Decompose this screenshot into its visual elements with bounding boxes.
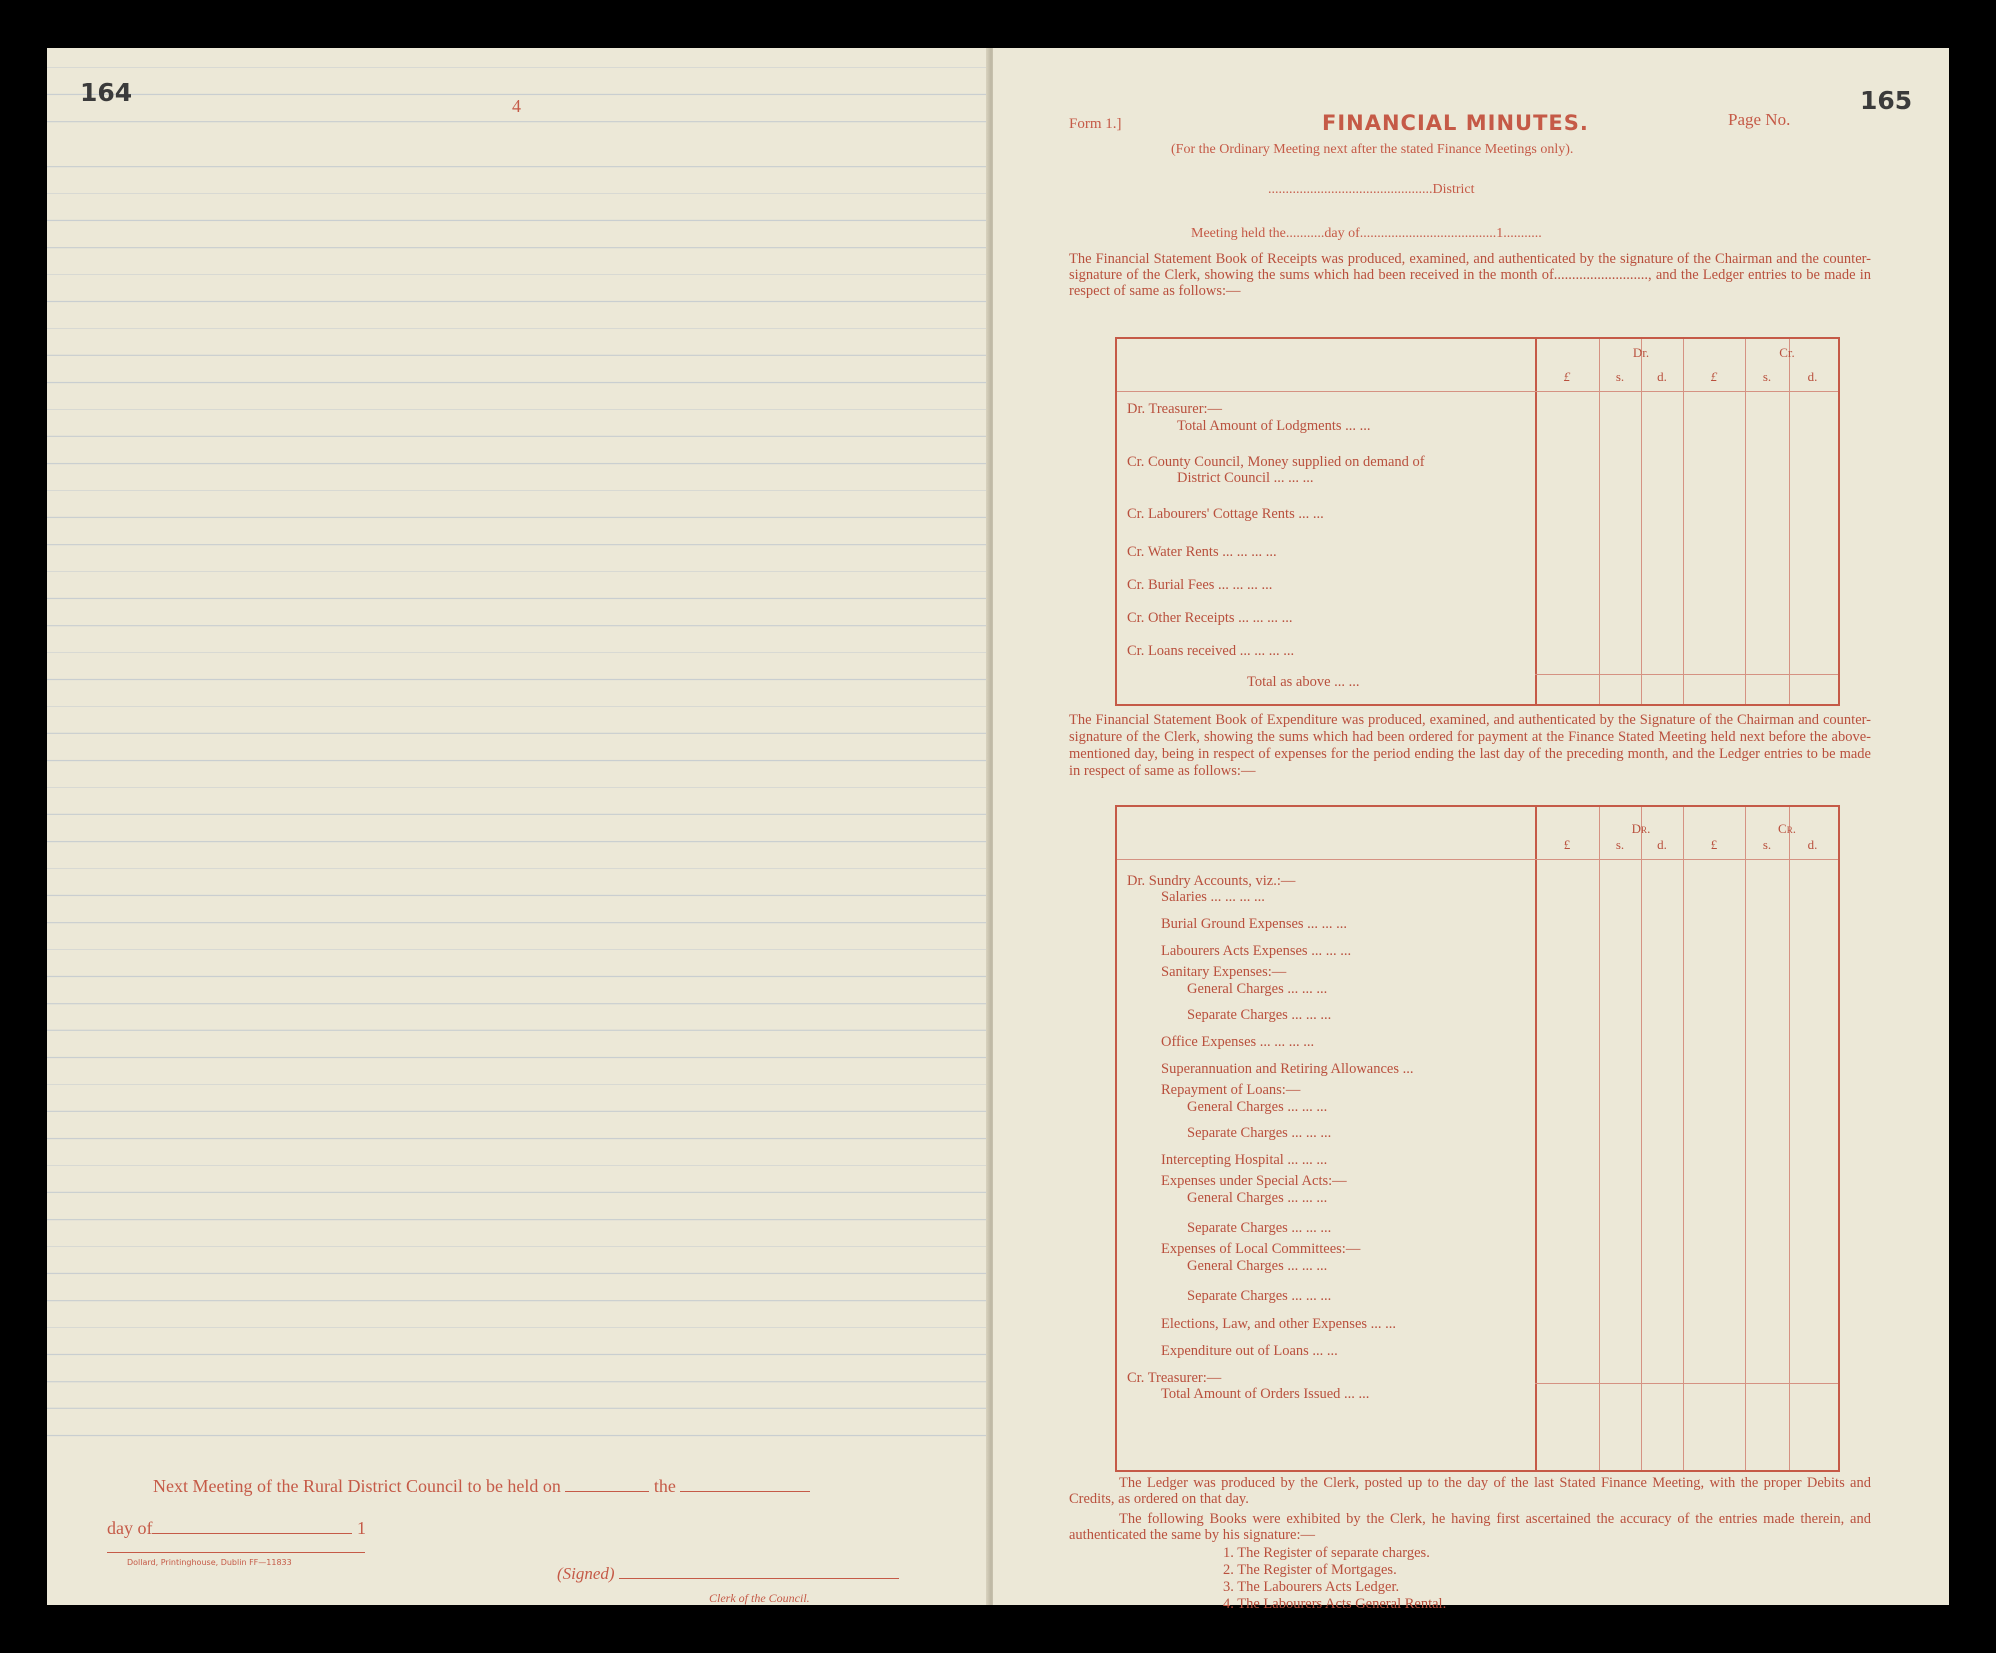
pound-header: £ (1710, 369, 1718, 384)
printer-imprint: Dollard, Printinghouse, Dublin FF—11833 (127, 1558, 292, 1567)
expense-row-label: Sanitary Expenses:— (1161, 964, 1287, 980)
header-rule (1117, 859, 1838, 860)
receipt-row-label: Cr. County Council, Money supplied on demand of (1127, 454, 1425, 470)
col-divider (1641, 339, 1642, 704)
col-divider (1641, 807, 1642, 1470)
book-list-item: 3. The Labourers Acts Ledger. (1223, 1579, 1400, 1595)
shilling-header: s. (1762, 369, 1772, 384)
page-number: 165 (1860, 86, 1913, 115)
expense-row-label: Separate Charges ... ... ... (1187, 1220, 1332, 1236)
header-rule (1117, 391, 1838, 392)
form-label: Form 1.] (1069, 116, 1122, 132)
book-list-item: 4. The Labourers Acts General Rental. (1223, 1596, 1447, 1612)
clerk-label: Clerk of the Council. (709, 1591, 810, 1605)
expense-row-label: Intercepting Hospital ... ... ... (1161, 1152, 1328, 1168)
footer-block (47, 1438, 990, 1605)
pound-header: £ (1563, 837, 1571, 852)
page-number: 164 (80, 78, 133, 107)
expense-row-label: Separate Charges ... ... ... (1187, 1007, 1332, 1023)
subtitle: (For the Ordinary Meeting next after the stated Finance Meetings only). (1171, 142, 1574, 157)
signature-field (619, 1564, 899, 1579)
col-divider (1683, 339, 1684, 704)
total-rule (1535, 1383, 1838, 1384)
pence-header: d. (1657, 837, 1667, 852)
expense-row-label: Burial Ground Expenses ... ... ... (1161, 916, 1348, 932)
dr-header: Dr. (1631, 821, 1651, 836)
expense-row-label: General Charges ... ... ... (1187, 1190, 1328, 1206)
receipt-row-label: Cr. Burial Fees ... ... ... ... (1127, 577, 1273, 593)
year-text: 1 (356, 1518, 366, 1538)
dr-header: Dr. (1632, 345, 1650, 360)
expense-row-label: Cr. Treasurer:— (1127, 1370, 1222, 1386)
expense-row-label: Total Amount of Orders Issued ... ... (1161, 1386, 1370, 1402)
day-of-line (107, 1518, 366, 1539)
books-paragraph (1069, 1511, 1871, 1543)
books-text: The following Books were exhibited by the Clerk, he having first ascertained the accuracy of the entries made therein, and authenticated the same by his signature:— (1069, 1511, 1871, 1543)
expense-row-label: Office Expenses ... ... ... ... (1161, 1034, 1315, 1050)
expense-row-label: General Charges ... ... ... (1187, 1258, 1328, 1274)
ledger-paragraph (1069, 1475, 1871, 1507)
ledger-text: The Ledger was produced by the Clerk, posted up to the day of the last Stated Finance Meeting, with the proper Debits and Credits, as ordered on that day. (1069, 1475, 1871, 1507)
pound-header: £ (1563, 369, 1571, 384)
pence-header: d. (1807, 837, 1818, 852)
blank-field (680, 1477, 810, 1492)
blank-field (152, 1519, 352, 1534)
left-page (47, 48, 990, 1605)
expense-row-label: Expenditure out of Loans ... ... (1161, 1343, 1338, 1359)
total-rule (1535, 674, 1838, 675)
page-mark: 4 (512, 96, 521, 116)
expense-row-label: General Charges ... ... ... (1187, 1099, 1328, 1115)
pence-header: d. (1657, 369, 1667, 384)
expense-row-label: General Charges ... ... ... (1187, 981, 1328, 997)
col-divider (1745, 339, 1746, 704)
pound-header: £ (1710, 837, 1718, 852)
expense-row-label: Separate Charges ... ... ... (1187, 1125, 1332, 1141)
col-divider (1745, 807, 1746, 1470)
divider (107, 1552, 365, 1553)
shilling-header: s. (1762, 837, 1772, 852)
shilling-header: s. (1615, 369, 1625, 384)
col-divider (1599, 339, 1600, 704)
col-divider (1789, 339, 1790, 704)
signed-line (557, 1564, 899, 1584)
receipt-row-label: Cr. Loans received ... ... ... ... (1127, 643, 1295, 659)
expenditure-paragraph: The Financial Statement Book of Expenditure was produced, examined, and authenticated by the Signature of the Chairman and counter-signature of the Clerk, showing the sums which had been ordered for payment at the Finance Stated Meeting held next before the above-mentioned day, being in respect of expenses for the period ending the last day of the preceding month, and the Ledger entries to be made in respect of same as follows:— (1069, 712, 1871, 779)
next-meeting-text: Next Meeting of the Rural District Council to be held on (153, 1476, 561, 1496)
receipt-row-label: Total Amount of Lodgments ... ... (1177, 418, 1371, 434)
page-title: FINANCIAL MINUTES. (1322, 111, 1589, 135)
expense-row-label: Separate Charges ... ... ... (1187, 1288, 1332, 1304)
expense-row-label: Salaries ... ... ... ... (1161, 889, 1265, 905)
the-text: the (653, 1476, 676, 1496)
signed-label: (Signed) (557, 1564, 615, 1583)
receipts-paragraph: The Financial Statement Book of Receipts was produced, examined, and authenticated by the signature of the Chairman and the counter-signature of the Clerk, showing the sums which had been received in the month of.........................., and the Ledger entries to be made in respect of same as follows:— (1069, 251, 1871, 299)
receipt-row-label: Cr. Other Receipts ... ... ... ... (1127, 610, 1293, 626)
col-divider (1599, 807, 1600, 1470)
expense-row-label: Elections, Law, and other Expenses ... ... (1161, 1316, 1397, 1332)
col-divider (1535, 807, 1537, 1470)
shilling-header: s. (1615, 837, 1625, 852)
receipt-row-label: District Council ... ... ... (1177, 470, 1314, 486)
expenditure-table (1115, 805, 1840, 1472)
receipt-total-label: Total as above ... ... (1247, 674, 1360, 690)
pence-header: d. (1807, 369, 1818, 384)
receipt-row-label: Dr. Treasurer:— (1127, 401, 1223, 417)
expense-row-label: Dr. Sundry Accounts, viz.:— (1127, 873, 1296, 889)
expense-row-label: Repayment of Loans:— (1161, 1082, 1301, 1098)
blank-field (565, 1477, 649, 1492)
book-list-item: 2. The Register of Mortgages. (1223, 1562, 1397, 1578)
book-list-item: 1. The Register of separate charges. (1223, 1545, 1430, 1561)
cr-header: Cr. (1778, 821, 1796, 836)
expense-row-label: Superannuation and Retiring Allowances ... (1161, 1061, 1414, 1077)
meeting-line: Meeting held the...........day of.......................................1........... (1191, 226, 1542, 241)
expense-row-label: Labourers Acts Expenses ... ... ... (1161, 943, 1352, 959)
expense-row-label: Expenses of Local Committees:— (1161, 1241, 1361, 1257)
expense-row-label: Expenses under Special Acts:— (1161, 1173, 1347, 1189)
receipt-row-label: Cr. Labourers' Cottage Rents ... ... (1127, 506, 1324, 522)
col-divider (1535, 339, 1537, 704)
page-no-label: Page No. (1728, 110, 1791, 129)
next-meeting-line (153, 1476, 810, 1497)
district-line: ...............................................District (1268, 182, 1475, 197)
day-of-text: day of (107, 1518, 153, 1538)
right-page (993, 48, 1949, 1612)
col-divider (1789, 807, 1790, 1470)
cr-header: Cr. (1779, 345, 1795, 360)
receipts-table (1115, 337, 1840, 706)
receipt-row-label: Cr. Water Rents ... ... ... ... (1127, 544, 1277, 560)
col-divider (1683, 807, 1684, 1470)
